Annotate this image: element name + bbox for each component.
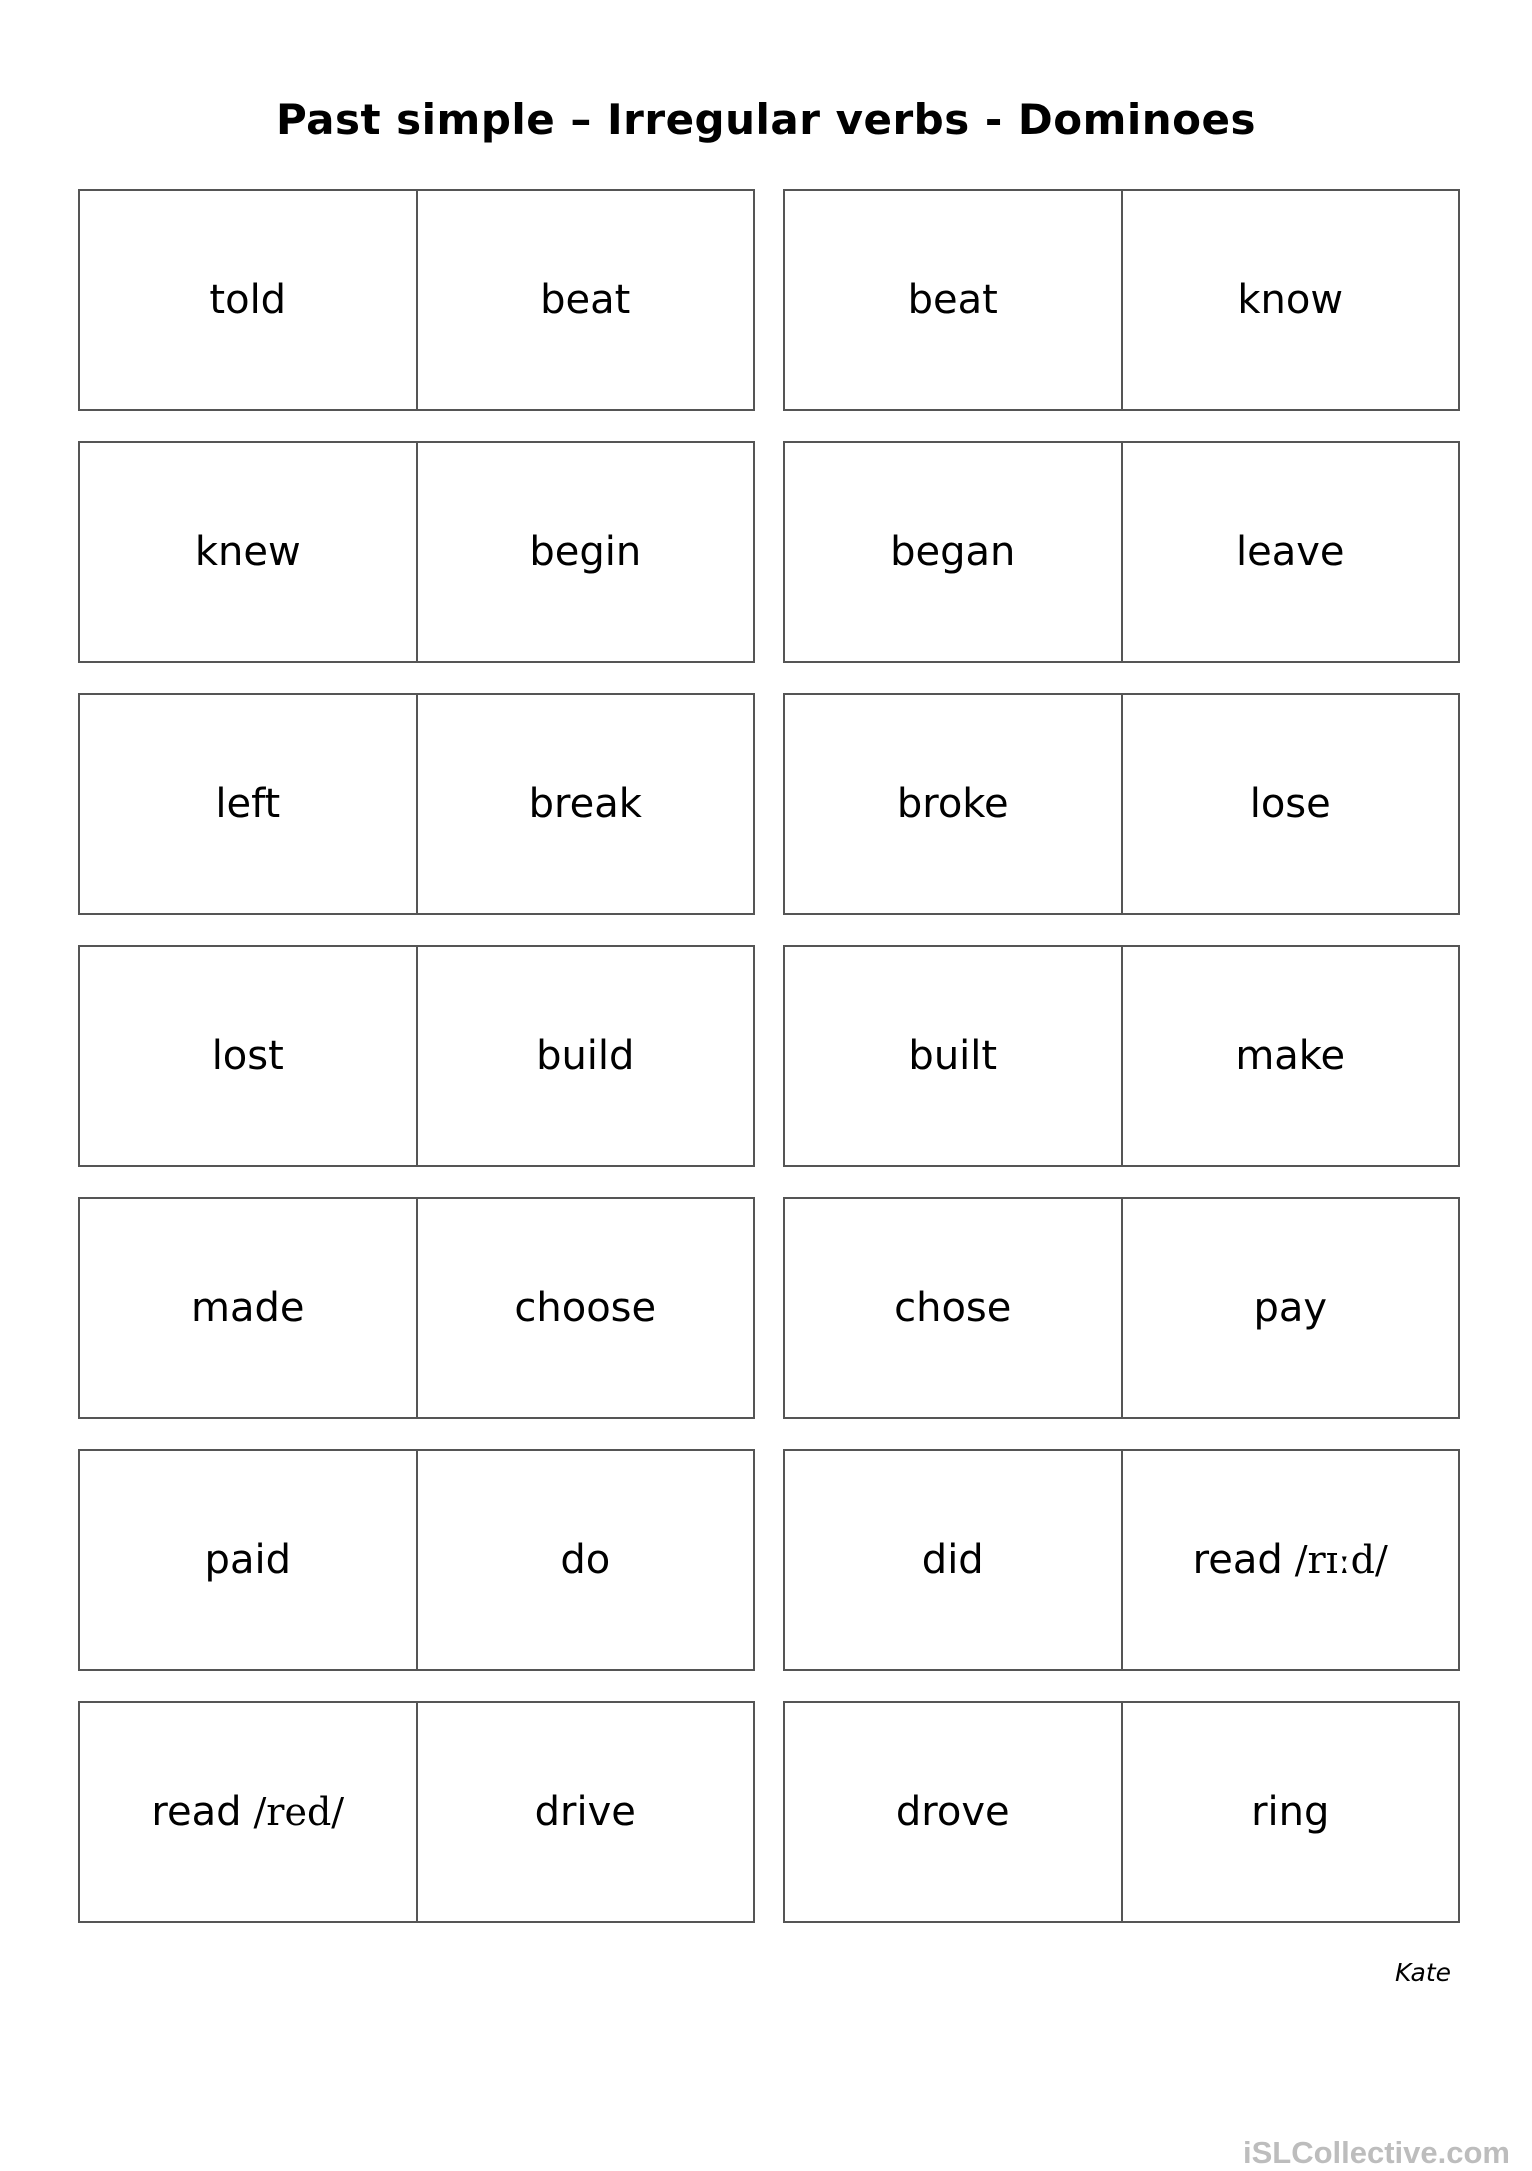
domino-right-word: begin (529, 529, 642, 575)
domino-right-half (1121, 1199, 1459, 1417)
domino-card (783, 441, 1460, 663)
domino-right-word: drive (534, 1789, 636, 1835)
domino-left-half (80, 695, 416, 913)
domino-right-half (416, 1199, 754, 1417)
domino-left-half (785, 1451, 1121, 1669)
domino-right-word: break (528, 781, 642, 827)
domino-left-word: beat (907, 277, 998, 323)
worksheet-title: Past simple – Irregular verbs - Dominoes (275, 95, 1257, 144)
domino-left-word: paid (204, 1537, 291, 1583)
domino-left-word: did (921, 1537, 984, 1583)
domino-right-word: build (536, 1033, 635, 1079)
domino-left-half (785, 191, 1121, 409)
domino-left-half (80, 1703, 416, 1921)
domino-right-half (1121, 191, 1459, 409)
phonetic-transcription: /rɪːd/ (1294, 1538, 1388, 1582)
domino-card (783, 693, 1460, 915)
domino-card (783, 1449, 1460, 1671)
domino-left-half (80, 947, 416, 1165)
domino-right-half (416, 947, 754, 1165)
domino-left-half (785, 1703, 1121, 1921)
domino-right-word: pay (1253, 1285, 1328, 1331)
phonetic-transcription: /red/ (253, 1790, 345, 1834)
domino-right-word: beat (540, 277, 631, 323)
domino-left-half (785, 1199, 1121, 1417)
domino-left-word: chose (894, 1285, 1012, 1331)
domino-card (78, 441, 755, 663)
domino-left-word: lost (211, 1033, 284, 1079)
domino-left-word: broke (896, 781, 1009, 827)
domino-left-word: drove (895, 1789, 1010, 1835)
domino-right-word: do (560, 1537, 611, 1583)
domino-card (783, 1197, 1460, 1419)
domino-right-half (1121, 443, 1459, 661)
domino-right-word: ring (1251, 1789, 1330, 1835)
domino-grid (78, 189, 1458, 1923)
domino-right-half (1121, 947, 1459, 1165)
domino-right-word: read (1192, 1537, 1283, 1583)
domino-right-word: choose (514, 1285, 657, 1331)
domino-right-half (1121, 695, 1459, 913)
domino-right-word: lose (1249, 781, 1331, 827)
domino-left-word: knew (194, 529, 301, 575)
domino-card (78, 189, 755, 411)
domino-left-word: began (890, 529, 1016, 575)
domino-right-half (1121, 1451, 1459, 1669)
domino-card (783, 1701, 1460, 1923)
domino-right-half (416, 695, 754, 913)
domino-left-word: read (151, 1789, 242, 1835)
domino-right-word: make (1235, 1033, 1346, 1079)
domino-card (783, 189, 1460, 411)
site-watermark: iSLCollective.com (1242, 2135, 1510, 2170)
domino-card (78, 1701, 755, 1923)
domino-right-half (416, 191, 754, 409)
domino-right-half (416, 1703, 754, 1921)
domino-card (78, 1197, 755, 1419)
domino-right-half (1121, 1703, 1459, 1921)
domino-left-word: told (209, 277, 287, 323)
domino-right-word: leave (1235, 529, 1345, 575)
domino-card (78, 945, 755, 1167)
domino-left-half (785, 947, 1121, 1165)
domino-left-word: made (191, 1285, 305, 1331)
author-signature: Kate (1395, 1958, 1452, 1987)
domino-left-half (785, 443, 1121, 661)
domino-left-word: left (215, 781, 281, 827)
domino-left-word: built (908, 1033, 998, 1079)
domino-left-half (80, 443, 416, 661)
domino-card (78, 693, 755, 915)
domino-right-half (416, 1451, 754, 1669)
domino-card (78, 1449, 755, 1671)
domino-left-half (80, 191, 416, 409)
domino-left-half (80, 1199, 416, 1417)
domino-right-word: know (1237, 277, 1344, 323)
domino-right-half (416, 443, 754, 661)
domino-card (783, 945, 1460, 1167)
domino-left-half (80, 1451, 416, 1669)
domino-left-half (785, 695, 1121, 913)
